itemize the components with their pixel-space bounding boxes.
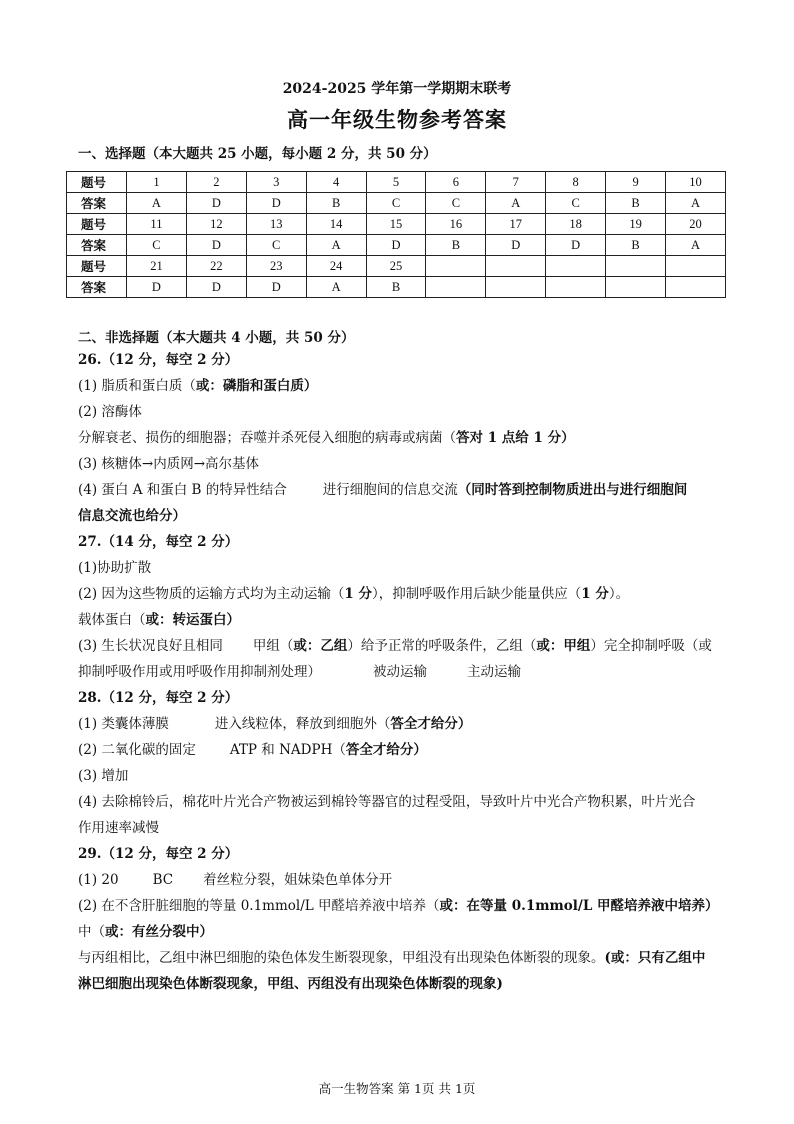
- question-number-cell: [666, 256, 726, 277]
- question-number-cell: 12: [186, 214, 246, 235]
- question-number-cell: 1: [127, 172, 187, 193]
- question-number-cell: 16: [426, 214, 486, 235]
- row-label: 答案: [67, 235, 127, 256]
- text: 主动运输: [467, 664, 521, 680]
- answer-cell: A: [127, 193, 187, 214]
- text: ATP 和 NADPH（: [229, 742, 346, 758]
- question-number-cell: 21: [127, 256, 187, 277]
- table-number-row: [67, 256, 726, 277]
- text: 甲组（: [252, 638, 294, 654]
- row-label: 答案: [67, 193, 127, 214]
- question-number-cell: 15: [366, 214, 426, 235]
- question-number-cell: 5: [366, 172, 426, 193]
- question-number-cell: 13: [246, 214, 306, 235]
- text: (4) 蛋白 A 和蛋白 B 的特异性结合: [78, 482, 287, 498]
- answer-cell: D: [127, 277, 187, 298]
- scoring-note: 答全才给分）: [345, 742, 427, 758]
- q26-title: 26.（12 分，每空 2 分）: [78, 352, 239, 368]
- section-2-body: [78, 347, 728, 997]
- question-number-cell: 3: [246, 172, 306, 193]
- answer-cell: C: [246, 235, 306, 256]
- answer-cell: B: [606, 235, 666, 256]
- scoring-note: 答对 1 点给 1 分）: [456, 430, 575, 446]
- answer-cell: A: [306, 277, 366, 298]
- q26-answer-3: (3) 核糖体→内质网→高尔基体: [78, 456, 260, 472]
- page-footer: 高一生物答案 第 1页 共 1页: [318, 1081, 476, 1096]
- text: (3) 生长状况良好且相同: [78, 638, 223, 654]
- text: 进行细胞间的信息交流: [322, 482, 458, 498]
- exam-title: 2024-2025 学年第一学期期末联考: [282, 81, 512, 97]
- answer-cell: B: [426, 235, 486, 256]
- answer-cell: [426, 277, 486, 298]
- section-1-heading: 一、选择题（本大题共 25 小题，每小题 2 分，共 50 分）: [78, 146, 437, 162]
- text: (1) 类囊体薄膜: [78, 716, 169, 732]
- table-answer-row: [67, 235, 726, 256]
- answer-cell: A: [666, 235, 726, 256]
- text: 与丙组相比，乙组中淋巴细胞的染色体发生断裂现象，甲组没有出现染色体断裂的现象。: [78, 950, 605, 966]
- question-number-cell: 11: [127, 214, 187, 235]
- q26-answer-2: (2) 溶酶体: [78, 404, 142, 420]
- question-number-cell: 2: [186, 172, 246, 193]
- q27-answer-3-cont: [78, 659, 728, 685]
- text: 被动运输: [373, 664, 427, 680]
- alt-answer: 或：有丝分裂中）: [105, 924, 213, 940]
- table-number-row: [67, 172, 726, 193]
- q28-answer-2: [78, 737, 728, 763]
- q27-title: 27.（14 分，每空 2 分）: [78, 534, 239, 550]
- answer-cell: D: [186, 277, 246, 298]
- answer-cell: C: [546, 193, 606, 214]
- scoring-note: （同时答到控制物质进出与进行细胞间: [457, 482, 688, 498]
- score: 1 分: [344, 586, 373, 602]
- question-number-cell: [606, 256, 666, 277]
- question-number-cell: 8: [546, 172, 606, 193]
- question-number-cell: [486, 256, 546, 277]
- answer-cell: D: [486, 235, 546, 256]
- scoring-note: 答全才给分）: [390, 716, 472, 732]
- question-number-cell: [426, 256, 486, 277]
- q28-title: 28.（12 分，每空 2 分）: [78, 690, 239, 706]
- alt-answer: (或：只有乙组中: [604, 950, 706, 966]
- answer-cell: D: [246, 277, 306, 298]
- alt-answer: 或：乙组: [293, 638, 348, 654]
- q29-answer-3: [78, 945, 728, 971]
- question-number-cell: 17: [486, 214, 546, 235]
- q29-answer-1: [78, 867, 728, 893]
- answer-cell: C: [366, 193, 426, 214]
- answer-cell: D: [186, 235, 246, 256]
- page-title: 高一年级生物参考答案: [287, 107, 507, 132]
- text: ）完全抑制呼吸（或: [590, 638, 712, 654]
- text: (2) 在不含肝脏细胞的等量 0.1mmol/L 甲醛培养液中培养（: [78, 898, 440, 914]
- question-number-cell: 20: [666, 214, 726, 235]
- text: 中（: [78, 924, 105, 940]
- alt-answer: 或：甲组: [536, 638, 591, 654]
- text: 进入线粒体，释放到细胞外（: [214, 716, 391, 732]
- answer-table: [66, 171, 726, 298]
- q29-title: 29.（12 分，每空 2 分）: [78, 846, 239, 862]
- answer-cell: A: [666, 193, 726, 214]
- q26-answer-1: [78, 373, 728, 399]
- answer-cell: C: [426, 193, 486, 214]
- text: ），抑制呼吸作用后缺少能量供应（: [372, 586, 582, 602]
- table-answer-row: [67, 277, 726, 298]
- section-2-heading: 二、非选择题（本大题共 4 小题，共 50 分）: [78, 330, 355, 346]
- answer-cell: [546, 277, 606, 298]
- q27-answer-1: (1)协助扩散: [78, 560, 152, 576]
- question-number-cell: 25: [366, 256, 426, 277]
- text: (2) 二氧化碳的固定: [78, 742, 196, 758]
- answer-cell: D: [366, 235, 426, 256]
- answer-cell: D: [246, 193, 306, 214]
- answer-cell: A: [486, 193, 546, 214]
- answer-cell: B: [306, 193, 366, 214]
- alt-answer: 或：在等量 0.1mmol/L 甲醛培养液中培养）: [439, 898, 719, 914]
- q27-answer-2b: [78, 607, 728, 633]
- answer-cell: B: [606, 193, 666, 214]
- q27-answer-2: [78, 581, 728, 607]
- q26-answer-4: [78, 477, 728, 503]
- table-number-row: [67, 214, 726, 235]
- text: 分解衰老、损伤的细胞器；吞噬并杀死侵入细胞的病毒或病菌（: [78, 430, 456, 446]
- text: ）给予正常的呼吸条件，乙组（: [347, 638, 537, 654]
- answer-cell: D: [186, 193, 246, 214]
- q29-answer-3-cont: 淋巴细胞出现染色体断裂现象，甲组、丙组没有出现染色体断裂的现象): [78, 976, 503, 992]
- question-number-cell: 24: [306, 256, 366, 277]
- question-number-cell: 19: [606, 214, 666, 235]
- answer-cell: A: [306, 235, 366, 256]
- q28-answer-1: [78, 711, 728, 737]
- answer-cell: D: [546, 235, 606, 256]
- answer-cell: B: [366, 277, 426, 298]
- q28-answer-4: (4) 去除棉铃后，棉花叶片光合产物被运到棉铃等器官的过程受阻，导致叶片中光合产物积累，叶片光合: [78, 794, 696, 810]
- answer-cell: [606, 277, 666, 298]
- answer-cell: [666, 277, 726, 298]
- question-number-cell: 14: [306, 214, 366, 235]
- q29-answer-2: [78, 893, 728, 919]
- question-number-cell: 22: [186, 256, 246, 277]
- question-number-cell: 18: [546, 214, 606, 235]
- text: 着丝粒分裂，姐妹染色单体分开: [203, 872, 393, 888]
- text: (1) 20: [78, 872, 119, 888]
- question-number-cell: 10: [666, 172, 726, 193]
- q28-answer-3: (3) 增加: [78, 768, 129, 784]
- table-answer-row: [67, 193, 726, 214]
- score: 1 分: [581, 586, 609, 602]
- answer-cell: [486, 277, 546, 298]
- row-label: 题号: [67, 214, 127, 235]
- question-number-cell: [546, 256, 606, 277]
- text: BC: [152, 872, 174, 888]
- q29-answer-2-cont: [78, 919, 728, 945]
- q26-answer-2-detail: [78, 425, 728, 451]
- row-label: 题号: [67, 256, 127, 277]
- question-number-cell: 9: [606, 172, 666, 193]
- alt-answer: 或：磷脂和蛋白质）: [195, 378, 318, 394]
- answer-cell: C: [127, 235, 187, 256]
- row-label: 题号: [67, 172, 127, 193]
- q27-answer-3: [78, 633, 728, 659]
- q28-answer-4-cont: 作用速率减慢: [78, 820, 159, 836]
- text: (2) 因为这些物质的运输方式均为主动运输（: [78, 586, 345, 602]
- q26-answer-4-cont: 信息交流也给分）: [78, 508, 186, 524]
- text: 抑制呼吸作用或用呼吸作用抑制剂处理）: [78, 664, 321, 680]
- question-number-cell: 4: [306, 172, 366, 193]
- question-number-cell: 23: [246, 256, 306, 277]
- question-number-cell: 7: [486, 172, 546, 193]
- alt-answer: 或：转运蛋白）: [145, 612, 240, 628]
- row-label: 答案: [67, 277, 127, 298]
- text: (1) 脂质和蛋白质（: [78, 378, 196, 394]
- question-number-cell: 6: [426, 172, 486, 193]
- text: 载体蛋白（: [78, 612, 146, 628]
- text: ）。: [608, 586, 630, 602]
